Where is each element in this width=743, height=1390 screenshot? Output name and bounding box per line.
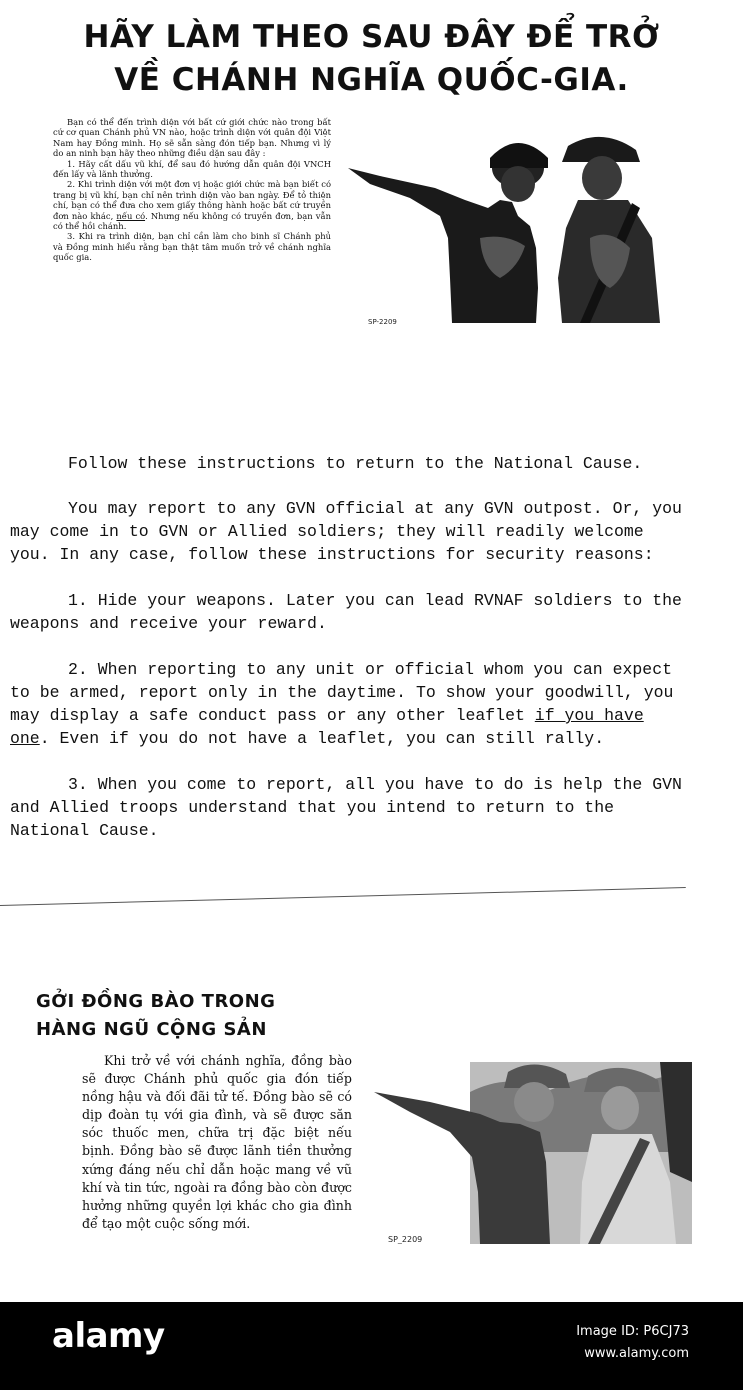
viet-item-2: 2. Khi trình diện với một đơn vị hoặc giới chức mà bạn biết có trang bị vũ khí, bạn chỉ nên trình diện vào ban ngày. Để tỏ thiện chí, bạn có thể đưa cho xem giấy thông hành hoặc bất cứ truyền đơn nào khác, nếu có. Nhưng nếu không có truyền đơn, bạn vẫn có thể hồi chánh. [53,179,331,232]
soldiers-photo-bottom [370,1062,692,1244]
english-item-2: 2. When reporting to any unit or official whom you can expect to be armed, report only in the daytime. To show your goodwill, you may display a safe conduct pass or any other leaflet if you have one. Even if you do not have a leaflet, you can still rally. [10,660,674,748]
bottom-heading [36,988,275,1044]
bottom-body-text: Khi trở về với chánh nghĩa, đồng bào sẽ được Chánh phủ quốc gia đón tiếp nồng hậu và đối đãi tử tế. Đồng bào sẽ có dịp đoàn tụ với gia đình, và sẽ được săn sóc thuốc men, chữa trị đặc biệt nếu bịnh. Đồng bào sẽ được lãnh tiền thưởng xứng đáng nếu chỉ dẫn hoặc mang về vũ khí và tin tức, ngoài ra đồng bào còn được hưởng những quyền lợi khác cho gia đình để tạo một cuộc sống mới. [82,1053,352,1231]
bottom-heading-line-2: HÀNG NGŨ CỘNG SẢN [36,1019,267,1040]
viet-item-1: 1. Hãy cất dấu vũ khí, để sau đó hướng dẫn quân đội VNCH đến lấy và lãnh thưởng. [53,158,331,180]
viet-item-3: 3. Khi ra trình diện, bạn chỉ cần làm cho binh sĩ Chánh phủ và Đồng minh hiểu rằng bạn thật tâm muốn trở về chánh nghĩa quốc gia. [53,231,331,263]
soldiers-photo-bottom-illustration [370,1062,692,1244]
divider-line [0,887,686,906]
english-item-3: 3. When you come to report, all you have to do is help the GVN and Allied troops understand that you intend to return to the National Cause. [10,775,682,840]
header-line-2: VỀ CHÁNH NGHĨA QUỐC-GIA. [114,62,629,98]
watermark-url: www.alamy.com [584,1346,689,1361]
soldiers-photo-top [340,128,670,328]
english-instructions [10,497,690,842]
vietnamese-instructions [53,117,331,263]
bottom-body [82,1052,352,1233]
soldiers-illustration [340,128,670,328]
english-paragraph-intro: You may report to any GVN official at any GVN outpost. Or, you may come in to GVN or Allied soldiers; they will readily welcome you. In any case, follow these instructions for security reasons: [10,499,682,564]
english-item-1: 1. Hide your weapons. Later you can lead RVNAF soldiers to the weapons and receive your reward. [10,591,682,633]
viet-paragraph-intro: Bạn có thể đến trình diện với bất cứ giới chức nào trong bất cứ cơ quan Chánh phủ VN nào, hoặc trình diện với quân đội Việt Nam hay Đồng minh. Họ sẽ sẵn sàng đón tiếp bạn. Nhưng vì lý do an ninh bạn hãy theo những điều dặn sau đây : [53,117,331,159]
photo-top-caption: SP-2209 [368,318,397,326]
alamy-logo: alamy [52,1316,165,1356]
header-line-1: HÃY LÀM THEO SAU ĐÂY ĐỂ TRỞ [83,19,660,55]
photo-bottom-caption: SP_2209 [388,1235,423,1244]
watermark-bar [0,1302,743,1390]
english-title: Follow these instructions to return to the National Cause. [68,454,643,473]
image-id: Image ID: P6CJ73 [576,1324,689,1339]
bottom-heading-line-1: GỞI ĐỒNG BÀO TRONG [36,991,276,1012]
